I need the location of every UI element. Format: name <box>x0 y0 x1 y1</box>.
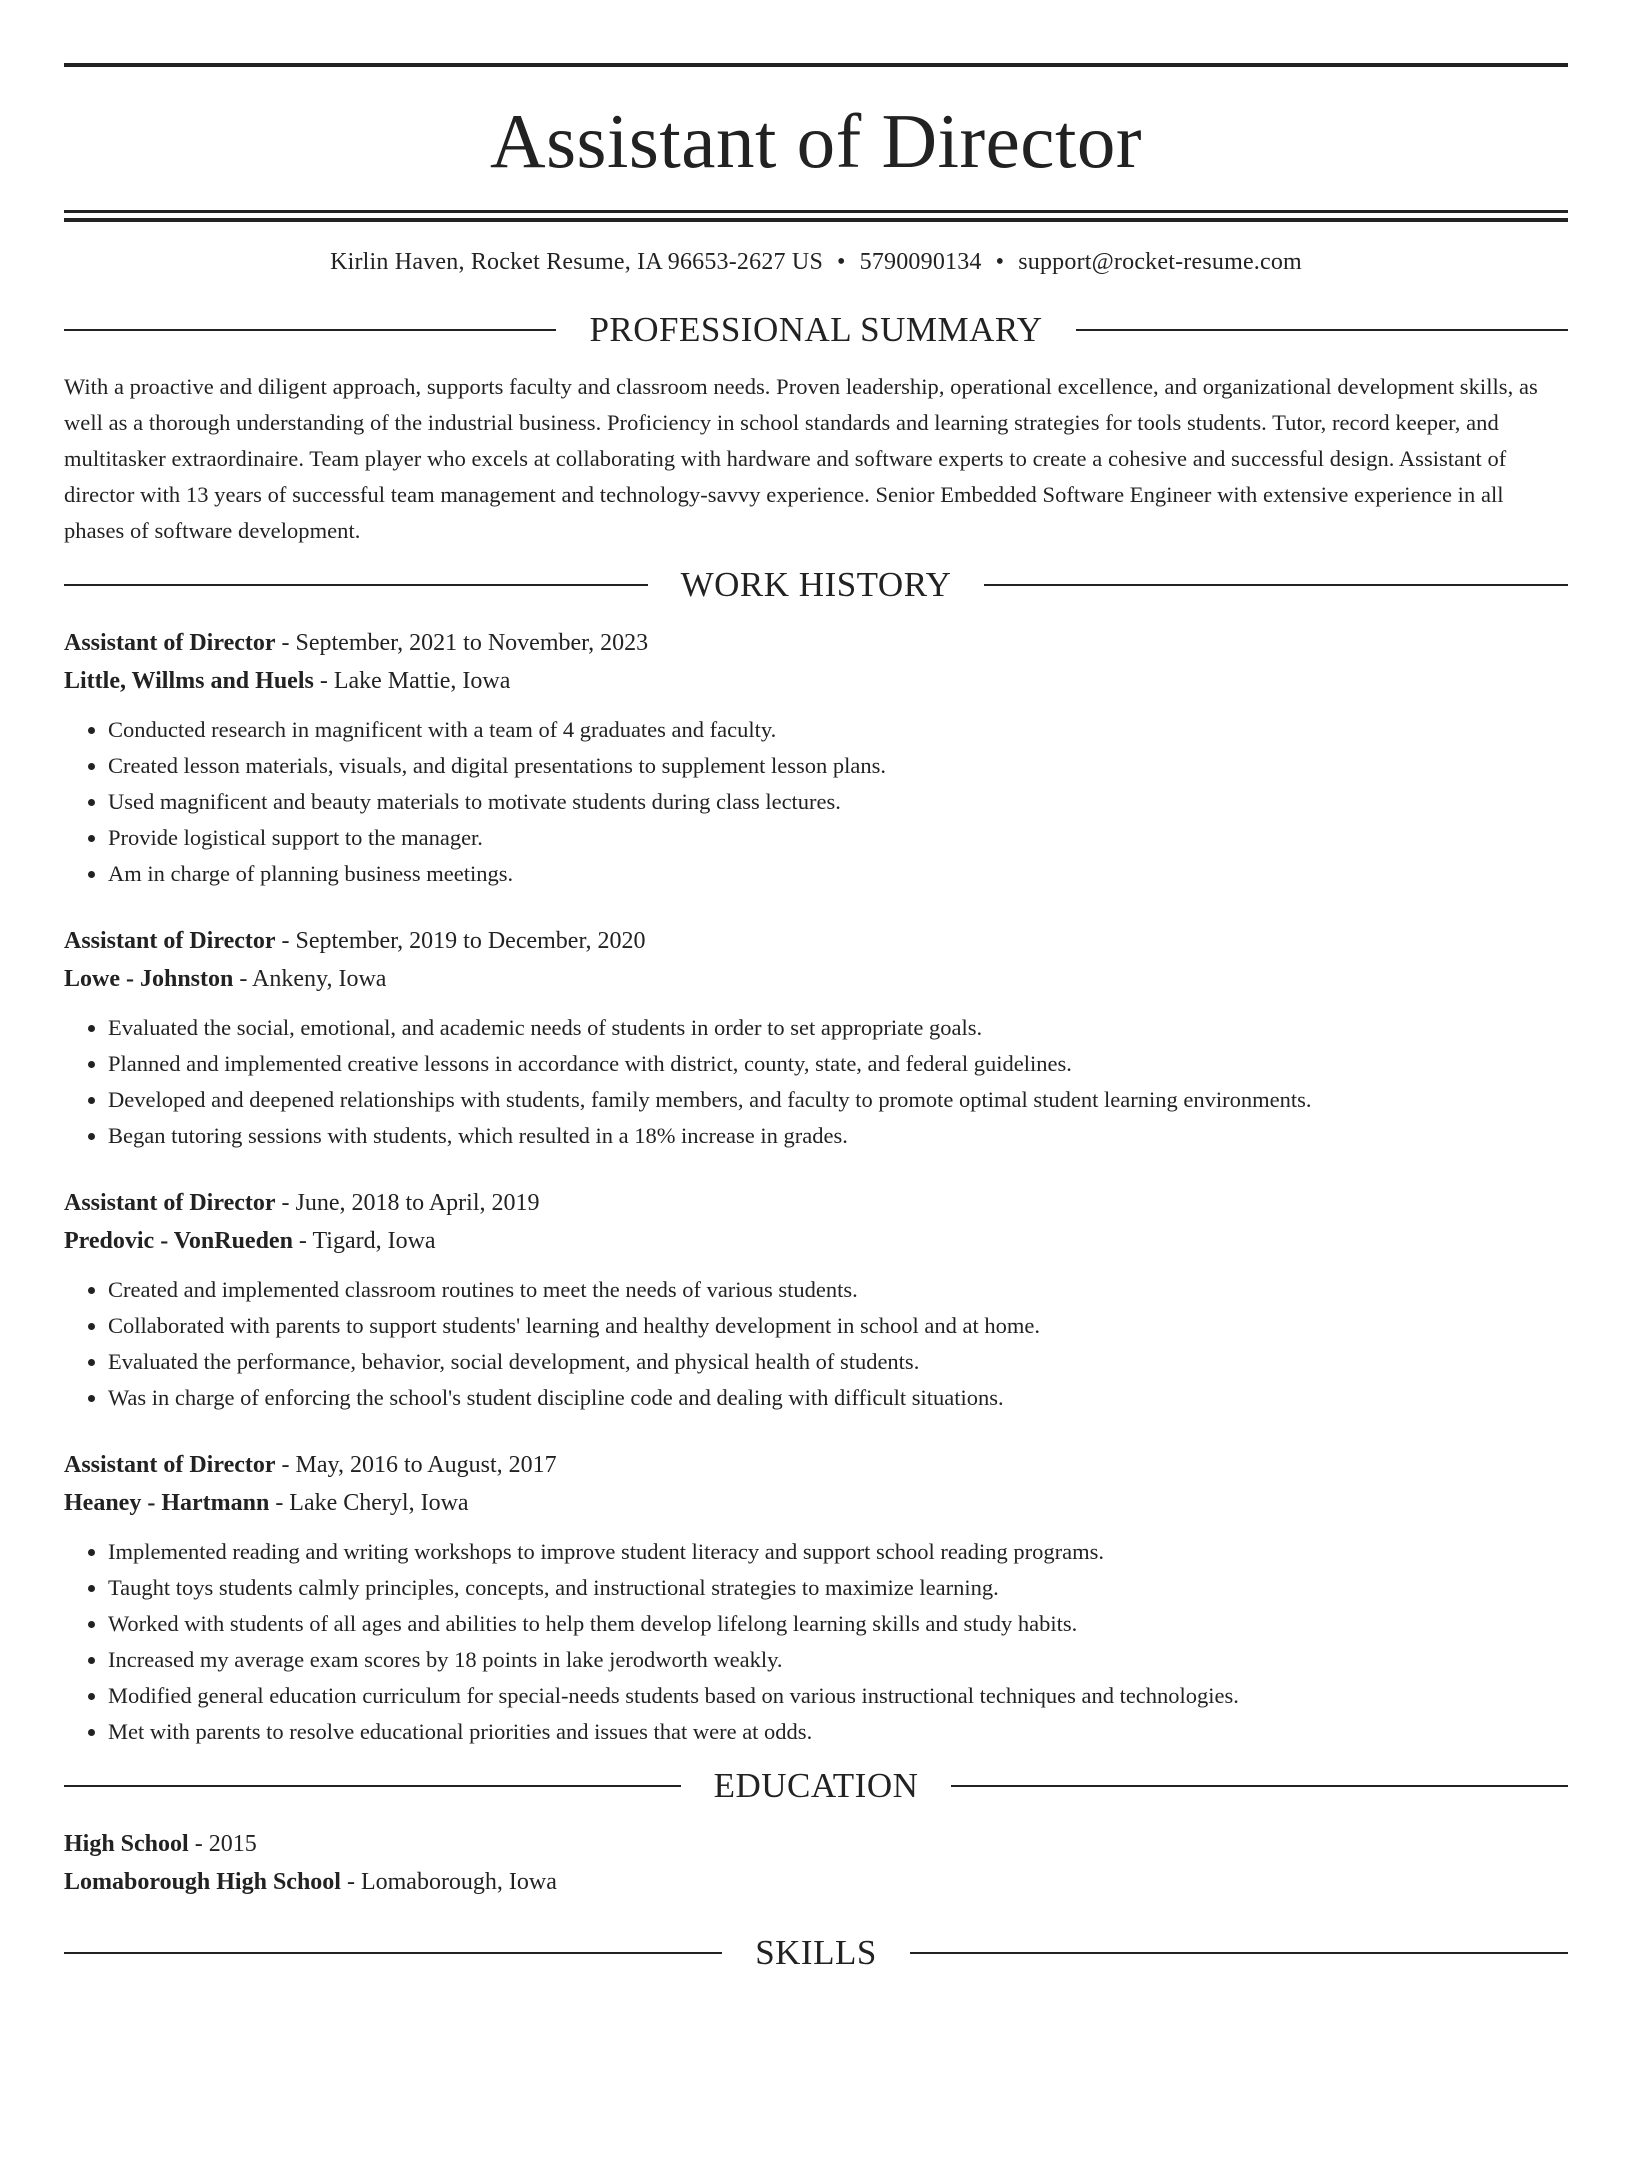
section-label: EDUCATION <box>713 1766 919 1805</box>
job-bullets <box>64 1534 1568 1750</box>
education-school-line <box>64 1863 1568 1901</box>
section-rule-right <box>910 1952 1568 1954</box>
section-label: SKILLS <box>755 1933 877 1972</box>
double-rule <box>64 210 1568 222</box>
section-rule-left <box>64 1952 722 1954</box>
job-title: Assistant of Director <box>64 1452 276 1478</box>
job-title-line <box>64 922 1568 960</box>
contact-separator: • <box>995 249 1005 275</box>
job-dates: - September, 2019 to December, 2020 <box>275 928 646 954</box>
job-dates: - May, 2016 to August, 2017 <box>275 1452 557 1478</box>
contact-email: support@rocket-resume.com <box>1018 249 1302 275</box>
job-bullet: • Worked with students of all ages and abilities to help them develop lifelong learning skills and study habits. <box>108 1606 1568 1642</box>
summary-text: With a proactive and diligent approach, supports faculty and classroom needs. Proven leadership, operational excellence, and organizational development skills, as well as a thorough understanding of the industrial business. Proficiency in school standards and learning strategies for tools students. Tutor, record keeper, and multitasker extraordinaire. Team player who excels at collaborating with hardware and software experts to create a cohesive and successful design. Assistant of director with 13 years of successful team management and technology-savvy experience. Senior Embedded Software Engineer with extensive experience in all phases of software development. <box>64 374 1538 543</box>
section-label: PROFESSIONAL SUMMARY <box>589 310 1043 349</box>
job-location: - Tigard, Iowa <box>292 1228 436 1254</box>
job-bullet: • Implemented reading and writing workshops to improve student literacy and support school reading programs. <box>108 1534 1568 1570</box>
job-location: - Lake Cheryl, Iowa <box>269 1490 469 1516</box>
contact-address: Kirlin Haven, Rocket Resume, IA 96653-2627 US <box>330 249 824 275</box>
resume-name: Assistant of Director <box>489 98 1143 184</box>
job-entry <box>64 624 1568 892</box>
job-bullet: • Created and implemented classroom routines to meet the needs of various students. <box>108 1272 1568 1308</box>
education-degree-line <box>64 1825 1568 1863</box>
section-rule-right <box>951 1785 1568 1787</box>
top-rule <box>64 63 1568 67</box>
job-entry <box>64 1446 1568 1750</box>
job-dates: - September, 2021 to November, 2023 <box>275 630 649 656</box>
job-title-line <box>64 624 1568 662</box>
section-title-education <box>64 1768 1568 1803</box>
resume-page <box>0 63 1632 2175</box>
contact-phone: 5790090134 <box>859 249 982 275</box>
job-bullet: • Began tutoring sessions with students, which resulted in a 18% increase in grades. <box>108 1118 1568 1154</box>
education-degree: High School <box>64 1831 189 1857</box>
job-dates: - June, 2018 to April, 2019 <box>275 1190 540 1216</box>
job-bullet: • Was in charge of enforcing the school's student discipline code and dealing with difficult situations. <box>108 1380 1568 1416</box>
job-location: - Lake Mattie, Iowa <box>313 668 511 694</box>
section-label: WORK HISTORY <box>680 565 952 604</box>
job-bullet: • Increased my average exam scores by 18 points in lake jerodworth weakly. <box>108 1642 1568 1678</box>
job-company: Predovic - VonRueden <box>64 1228 293 1254</box>
contact-line <box>64 249 1568 276</box>
job-bullet: • Used magnificent and beauty materials to motivate students during class lectures. <box>108 784 1568 820</box>
section-rule-right <box>1076 329 1568 331</box>
job-bullet: • Evaluated the social, emotional, and academic needs of students in order to set appropriate goals. <box>108 1010 1568 1046</box>
job-bullet: • Modified general education curriculum for special-needs students based on various instructional techniques and technologies. <box>108 1678 1568 1714</box>
section-title-summary <box>64 312 1568 347</box>
job-bullet: • Conducted research in magnificent with a team of 4 graduates and faculty. <box>108 712 1568 748</box>
job-bullet: • Am in charge of planning business meetings. <box>108 856 1568 892</box>
section-title-skills <box>64 1935 1568 1970</box>
job-bullet: • Developed and deepened relationships with students, family members, and faculty to promote optimal student learning environments. <box>108 1082 1568 1118</box>
job-company: Heaney - Hartmann <box>64 1490 270 1516</box>
job-entry <box>64 922 1568 1154</box>
job-title: Assistant of Director <box>64 1190 276 1216</box>
job-title: Assistant of Director <box>64 630 276 656</box>
job-company: Little, Willms and Huels <box>64 668 314 694</box>
job-bullet: • Created lesson materials, visuals, and digital presentations to supplement lesson plans. <box>108 748 1568 784</box>
job-bullet: • Taught toys students calmly principles, concepts, and instructional strategies to maximize learning. <box>108 1570 1568 1606</box>
job-bullets <box>64 1272 1568 1416</box>
job-company-line <box>64 960 1568 998</box>
job-title-line <box>64 1184 1568 1222</box>
education-school: Lomaborough High School <box>64 1869 341 1895</box>
section-rule-left <box>64 584 648 586</box>
contact-separator: • <box>837 249 846 275</box>
job-title-line <box>64 1446 1568 1484</box>
job-bullets <box>64 1010 1568 1154</box>
job-company-line <box>64 1222 1568 1260</box>
job-bullet: • Provide logistical support to the manager. <box>108 820 1568 856</box>
education-year: - 2015 <box>188 1831 257 1857</box>
section-rule-left <box>64 329 556 331</box>
section-rule-right <box>984 584 1568 586</box>
job-bullet: • Collaborated with parents to support students' learning and healthy development in school and at home. <box>108 1308 1568 1344</box>
education-location: - Lomaborough, Iowa <box>340 1869 557 1895</box>
job-location: - Ankeny, Iowa <box>233 966 387 992</box>
education-entry <box>64 1825 1568 1901</box>
job-company-line <box>64 662 1568 700</box>
job-company-line <box>64 1484 1568 1522</box>
section-title-work <box>64 567 1568 602</box>
job-bullets <box>64 712 1568 892</box>
section-rule-left <box>64 1785 681 1787</box>
job-bullet: • Evaluated the performance, behavior, social development, and physical health of students. <box>108 1344 1568 1380</box>
job-entry <box>64 1184 1568 1416</box>
job-bullet: • Met with parents to resolve educational priorities and issues that were at odds. <box>108 1714 1568 1750</box>
job-bullet: • Planned and implemented creative lessons in accordance with district, county, state, and federal guidelines. <box>108 1046 1568 1082</box>
job-company: Lowe - Johnston <box>64 966 234 992</box>
job-title: Assistant of Director <box>64 928 276 954</box>
